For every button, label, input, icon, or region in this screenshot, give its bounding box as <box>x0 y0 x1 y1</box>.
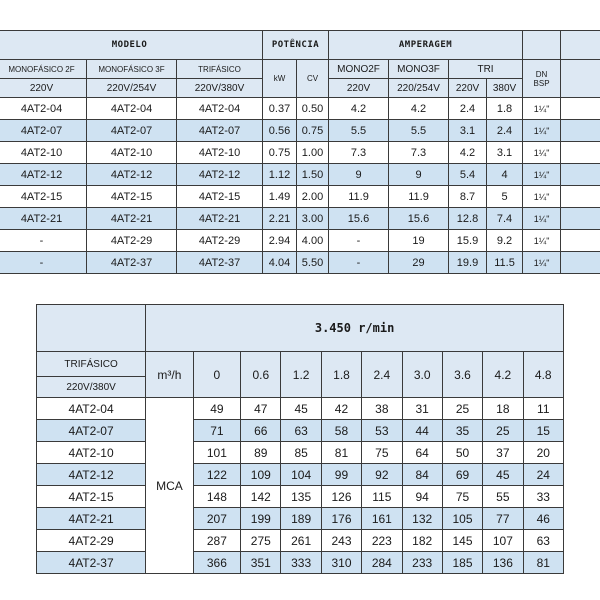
amperagem-header: AMPERAGEM <box>329 31 523 60</box>
spec-cell-t380: 9.2 <box>487 230 523 252</box>
head-value: 142 <box>241 486 281 508</box>
spec-cell-m2f: 4AT2-04 <box>0 98 87 120</box>
mono3f-header: MONOFÁSICO 3F <box>87 60 177 79</box>
spec-cell-m2f: 4AT2-10 <box>0 142 87 164</box>
flow-value: 4.8 <box>523 352 563 398</box>
model-cell: 4AT2-37 <box>37 552 146 574</box>
performance-row <box>37 464 564 486</box>
flow-value: 1.2 <box>281 352 321 398</box>
modelo-header: MODELO <box>0 31 263 60</box>
head-value: 42 <box>321 398 361 420</box>
performance-row <box>37 420 564 442</box>
head-value: 107 <box>483 530 523 552</box>
kw-header: kW <box>263 60 297 98</box>
rpm-title: 3.450 r/min <box>146 305 564 352</box>
spec-header-row <box>0 31 600 60</box>
head-value: 122 <box>193 464 240 486</box>
spec-cell-a2f: 7.3 <box>329 142 389 164</box>
model-cell: 4AT2-15 <box>37 486 146 508</box>
performance-row <box>37 398 564 420</box>
head-value: 69 <box>442 464 482 486</box>
head-value: 44 <box>402 420 442 442</box>
spec-cell-a2f: 15.6 <box>329 208 389 230</box>
blank-header-cell <box>561 60 600 98</box>
head-value: 132 <box>402 508 442 530</box>
head-value: 37 <box>483 442 523 464</box>
head-value: 77 <box>483 508 523 530</box>
spec-cell-tri: 4AT2-15 <box>177 186 263 208</box>
blank-cell <box>561 164 600 186</box>
mono2f-header: MONOFÁSICO 2F <box>0 60 87 79</box>
head-value: 89 <box>241 442 281 464</box>
head-value: 84 <box>402 464 442 486</box>
spec-cell-m2f: 4AT2-07 <box>0 120 87 142</box>
head-value: 75 <box>442 486 482 508</box>
model-cell: 4AT2-21 <box>37 508 146 530</box>
spec-cell-m3f: 4AT2-37 <box>87 252 177 274</box>
spec-cell-tri: 4AT2-04 <box>177 98 263 120</box>
spec-cell-m3f: 4AT2-04 <box>87 98 177 120</box>
spec-cell-dn: 1¼" <box>523 142 561 164</box>
head-value: 182 <box>402 530 442 552</box>
spec-cell-cv: 0.75 <box>297 120 329 142</box>
dn-label: DN <box>535 69 548 79</box>
spec-cell-m2f: 4AT2-21 <box>0 208 87 230</box>
spec-cell-t380: 5 <box>487 186 523 208</box>
spec-cell-a3f: 19 <box>389 230 449 252</box>
flow-header-row <box>37 352 564 377</box>
head-value: 81 <box>523 552 563 574</box>
head-value: 45 <box>281 398 321 420</box>
spec-cell-a2f: 5.5 <box>329 120 389 142</box>
flow-unit: m³/h <box>146 352 193 398</box>
spec-cell-t380: 7.4 <box>487 208 523 230</box>
spec-cell-m3f: 4AT2-21 <box>87 208 177 230</box>
spec-cell-kw: 2.21 <box>263 208 297 230</box>
spec-cell-dn: 1¼" <box>523 164 561 186</box>
spec-subheader-row <box>0 60 600 79</box>
head-value: 49 <box>193 398 240 420</box>
head-value: 126 <box>321 486 361 508</box>
model-cell: 4AT2-07 <box>37 420 146 442</box>
bsp-label: BSP <box>533 78 550 88</box>
spec-cell-a3f: 7.3 <box>389 142 449 164</box>
head-value: 45 <box>483 464 523 486</box>
spec-cell-kw: 1.49 <box>263 186 297 208</box>
head-value: 207 <box>193 508 240 530</box>
head-value: 64 <box>402 442 442 464</box>
performance-row <box>37 530 564 552</box>
head-value: 261 <box>281 530 321 552</box>
spec-cell-t220: 8.7 <box>449 186 487 208</box>
cv-header: CV <box>297 60 329 98</box>
spec-cell-tri: 4AT2-29 <box>177 230 263 252</box>
blank-header-cell <box>523 31 561 60</box>
head-unit: MCA <box>146 398 193 574</box>
head-value: 105 <box>442 508 482 530</box>
spec-cell-kw: 0.75 <box>263 142 297 164</box>
head-value: 11 <box>523 398 563 420</box>
spec-cell-a3f: 15.6 <box>389 208 449 230</box>
spec-cell-m2f: - <box>0 230 87 252</box>
head-value: 25 <box>483 420 523 442</box>
rpm-row <box>37 305 564 352</box>
v-tri: 220V/380V <box>177 79 263 98</box>
spec-cell-t220: 15.9 <box>449 230 487 252</box>
trifasico-header: TRIFÁSICO <box>177 60 263 79</box>
spec-cell-a2f: - <box>329 230 389 252</box>
head-value: 145 <box>442 530 482 552</box>
spec-cell-t220: 5.4 <box>449 164 487 186</box>
head-value: 55 <box>483 486 523 508</box>
spec-cell-a3f: 11.9 <box>389 186 449 208</box>
spec-cell-t380: 3.1 <box>487 142 523 164</box>
a-mono2f: 220V <box>329 79 389 98</box>
spec-cell-tri: 4AT2-10 <box>177 142 263 164</box>
head-value: 31 <box>402 398 442 420</box>
head-value: 161 <box>362 508 402 530</box>
flow-value: 3.6 <box>442 352 482 398</box>
spec-cell-m2f: 4AT2-12 <box>0 164 87 186</box>
head-value: 284 <box>362 552 402 574</box>
spec-row <box>0 230 600 252</box>
spec-cell-dn: 1¼" <box>523 252 561 274</box>
spec-cell-kw: 0.37 <box>263 98 297 120</box>
spec-row <box>0 164 600 186</box>
spec-cell-t380: 1.8 <box>487 98 523 120</box>
head-value: 47 <box>241 398 281 420</box>
flow-value: 4.2 <box>483 352 523 398</box>
spec-row <box>0 252 600 274</box>
head-value: 109 <box>241 464 281 486</box>
spec-cell-a2f: 11.9 <box>329 186 389 208</box>
amp-mono2f-header: MONO2F <box>329 60 389 79</box>
spec-cell-kw: 1.12 <box>263 164 297 186</box>
v-mono2f: 220V <box>0 79 87 98</box>
performance-row <box>37 486 564 508</box>
spec-cell-cv: 2.00 <box>297 186 329 208</box>
head-value: 92 <box>362 464 402 486</box>
trifasico-label: TRIFÁSICO <box>37 352 146 377</box>
spec-cell-tri: 4AT2-12 <box>177 164 263 186</box>
spec-cell-a2f: - <box>329 252 389 274</box>
spec-cell-t220: 19.9 <box>449 252 487 274</box>
potencia-header: POTÊNCIA <box>263 31 329 60</box>
spec-cell-dn: 1¼" <box>523 186 561 208</box>
head-value: 75 <box>362 442 402 464</box>
head-value: 176 <box>321 508 361 530</box>
blank-corner-cell <box>37 305 146 352</box>
blank-header-cell <box>561 31 600 60</box>
head-value: 63 <box>523 530 563 552</box>
head-value: 275 <box>241 530 281 552</box>
spec-cell-t220: 3.1 <box>449 120 487 142</box>
blank-cell <box>561 98 600 120</box>
a-tri220: 220V <box>449 79 487 98</box>
head-value: 85 <box>281 442 321 464</box>
blank-cell <box>561 186 600 208</box>
head-value: 15 <box>523 420 563 442</box>
spec-cell-kw: 0.56 <box>263 120 297 142</box>
performance-row <box>37 442 564 464</box>
head-value: 333 <box>281 552 321 574</box>
head-value: 243 <box>321 530 361 552</box>
blank-cell <box>561 120 600 142</box>
head-value: 189 <box>281 508 321 530</box>
model-cell: 4AT2-10 <box>37 442 146 464</box>
blank-cell <box>561 252 600 274</box>
a-tri380: 380V <box>487 79 523 98</box>
head-value: 71 <box>193 420 240 442</box>
trifasico-voltage: 220V/380V <box>37 377 146 398</box>
flow-value: 0 <box>193 352 240 398</box>
head-value: 287 <box>193 530 240 552</box>
spec-row <box>0 142 600 164</box>
spec-cell-cv: 4.00 <box>297 230 329 252</box>
head-value: 38 <box>362 398 402 420</box>
spec-row <box>0 120 600 142</box>
spec-table <box>0 30 600 274</box>
spec-cell-cv: 3.00 <box>297 208 329 230</box>
spec-cell-m3f: 4AT2-29 <box>87 230 177 252</box>
head-value: 115 <box>362 486 402 508</box>
head-value: 50 <box>442 442 482 464</box>
spec-cell-cv: 5.50 <box>297 252 329 274</box>
spec-cell-kw: 2.94 <box>263 230 297 252</box>
head-value: 135 <box>281 486 321 508</box>
head-value: 101 <box>193 442 240 464</box>
spec-cell-a3f: 4.2 <box>389 98 449 120</box>
head-value: 66 <box>241 420 281 442</box>
spec-cell-cv: 0.50 <box>297 98 329 120</box>
head-value: 53 <box>362 420 402 442</box>
head-value: 185 <box>442 552 482 574</box>
dn-bsp-header <box>523 60 561 98</box>
v-mono3f: 220V/254V <box>87 79 177 98</box>
amp-tri-header: TRI <box>449 60 523 79</box>
spec-cell-a3f: 5.5 <box>389 120 449 142</box>
spec-cell-dn: 1¼" <box>523 230 561 252</box>
head-value: 233 <box>402 552 442 574</box>
spec-cell-cv: 1.00 <box>297 142 329 164</box>
spec-cell-a2f: 9 <box>329 164 389 186</box>
head-value: 63 <box>281 420 321 442</box>
head-value: 94 <box>402 486 442 508</box>
head-value: 223 <box>362 530 402 552</box>
head-value: 20 <box>523 442 563 464</box>
head-value: 351 <box>241 552 281 574</box>
head-value: 24 <box>523 464 563 486</box>
amp-mono3f-header: MONO3F <box>389 60 449 79</box>
spec-cell-tri: 4AT2-21 <box>177 208 263 230</box>
spec-cell-cv: 1.50 <box>297 164 329 186</box>
head-value: 81 <box>321 442 361 464</box>
spec-cell-m3f: 4AT2-15 <box>87 186 177 208</box>
spec-cell-t220: 12.8 <box>449 208 487 230</box>
a-mono3f: 220/254V <box>389 79 449 98</box>
spec-row <box>0 208 600 230</box>
flow-value: 1.8 <box>321 352 361 398</box>
spec-cell-m3f: 4AT2-12 <box>87 164 177 186</box>
spec-cell-t380: 11.5 <box>487 252 523 274</box>
spec-row <box>0 98 600 120</box>
spec-cell-m3f: 4AT2-10 <box>87 142 177 164</box>
model-cell: 4AT2-29 <box>37 530 146 552</box>
spec-cell-a3f: 9 <box>389 164 449 186</box>
spec-cell-m2f: 4AT2-15 <box>0 186 87 208</box>
spec-row <box>0 186 600 208</box>
flow-value: 2.4 <box>362 352 402 398</box>
head-value: 33 <box>523 486 563 508</box>
model-cell: 4AT2-12 <box>37 464 146 486</box>
spec-cell-dn: 1¼" <box>523 120 561 142</box>
spec-cell-tri: 4AT2-07 <box>177 120 263 142</box>
blank-cell <box>561 230 600 252</box>
head-value: 35 <box>442 420 482 442</box>
blank-cell <box>561 142 600 164</box>
head-value: 46 <box>523 508 563 530</box>
head-value: 25 <box>442 398 482 420</box>
spec-cell-kw: 4.04 <box>263 252 297 274</box>
spec-cell-a3f: 29 <box>389 252 449 274</box>
head-value: 18 <box>483 398 523 420</box>
spec-cell-t220: 4.2 <box>449 142 487 164</box>
flow-value: 0.6 <box>241 352 281 398</box>
head-value: 148 <box>193 486 240 508</box>
flow-value: 3.0 <box>402 352 442 398</box>
performance-row <box>37 552 564 574</box>
spec-cell-tri: 4AT2-37 <box>177 252 263 274</box>
spec-cell-t380: 4 <box>487 164 523 186</box>
performance-table <box>36 304 564 574</box>
head-value: 310 <box>321 552 361 574</box>
spec-cell-m3f: 4AT2-07 <box>87 120 177 142</box>
head-value: 58 <box>321 420 361 442</box>
spec-cell-a2f: 4.2 <box>329 98 389 120</box>
spec-cell-m2f: - <box>0 252 87 274</box>
head-value: 99 <box>321 464 361 486</box>
head-value: 366 <box>193 552 240 574</box>
head-value: 104 <box>281 464 321 486</box>
spec-cell-dn: 1¼" <box>523 208 561 230</box>
blank-cell <box>561 208 600 230</box>
spec-cell-t380: 2.4 <box>487 120 523 142</box>
performance-row <box>37 508 564 530</box>
head-value: 199 <box>241 508 281 530</box>
spec-cell-t220: 2.4 <box>449 98 487 120</box>
head-value: 136 <box>483 552 523 574</box>
model-cell: 4AT2-04 <box>37 398 146 420</box>
spec-cell-dn: 1¼" <box>523 98 561 120</box>
